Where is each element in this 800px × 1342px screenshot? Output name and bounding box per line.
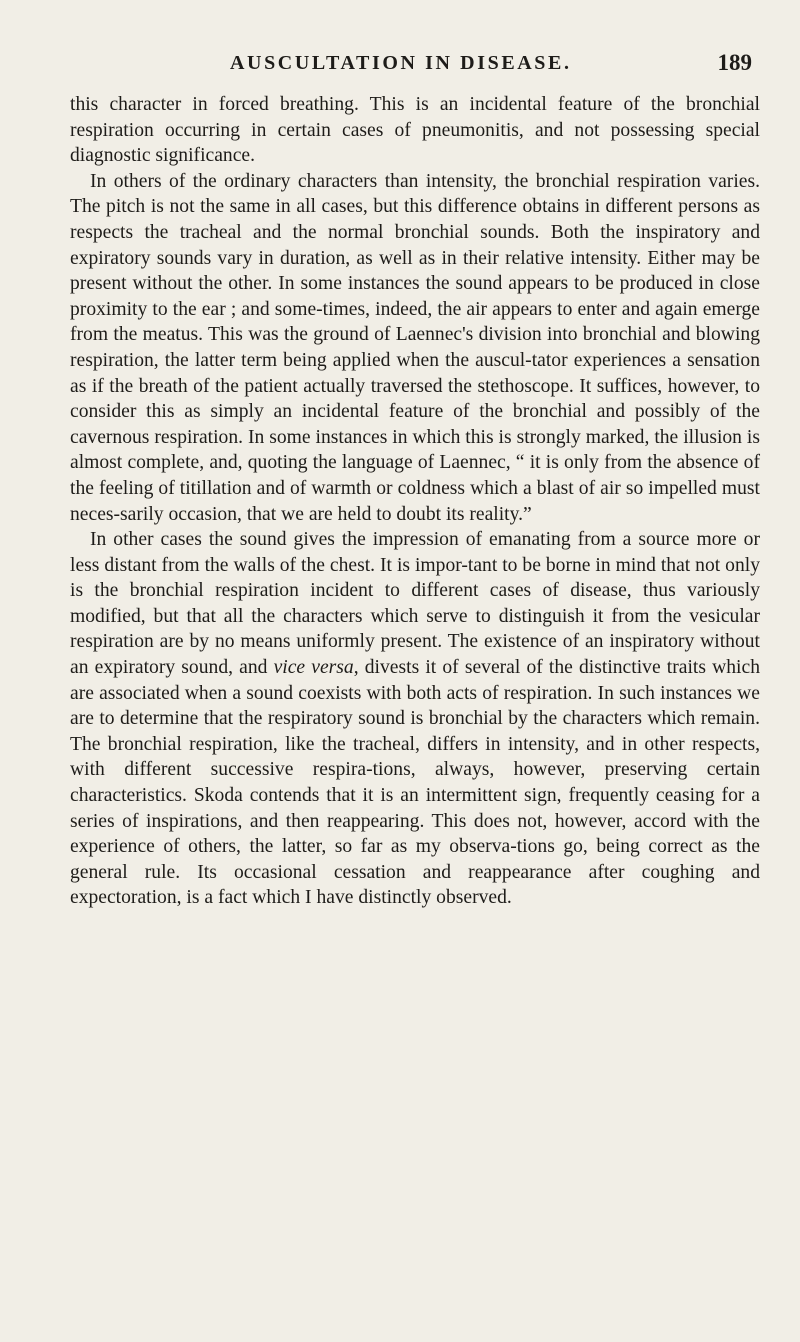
body-text xyxy=(70,92,760,911)
paragraph-text: , divests it of several of the distinctive traits which are associated when a sound coexists with both acts of respiration. In such instances we are to determine that the respiratory sound is bronchial by the characters which remain. The bronchial respiration, like the tracheal, differs in intensity, and in other respects, with different successive respira-tions, always, however, preserving certain characteristics. Skoda contends that it is an intermittent sign, frequently ceasing for a series of inspirations, and then reappearing. This does not, however, accord with the experience of others, the latter, so far as my observa-tions go, being correct as the general rule. Its occasional cessation and reappearance after coughing and expectoration, is a fact which I have distinctly observed. xyxy=(70,657,760,909)
paragraph-text: this character in forced breathing. This is an incidental feature of the bronchial respiration occurring in certain cases of pneumonitis, and not possessing special diagnostic significance. xyxy=(70,94,760,167)
paragraph-text: In other cases the sound gives the impression of emanating from a source more or less distant from the walls of the chest. It is impor-tant to be borne in mind that not only is the bronchial respiration incident to different cases of disease, thus variously modified, but that all the characters which serve to distinguish it from the vesicular respiration are by no means uniformly present. The existence of an inspiratory without an expiratory sound, and xyxy=(70,529,760,679)
paragraph-text: In others of the ordinary characters than intensity, the bronchial respiration varies. The pitch is not the same in all cases, but this difference obtains in different persons as respects the tracheal and the normal bronchial sounds. Both the inspiratory and expiratory sounds vary in duration, as well as in their relative intensity. Either may be present without the other. In some instances the sound appears to be produced in close proximity to the ear ; and some-times, indeed, the air appears to enter and again emerge from the meatus. This was the ground of Laennec's division into bronchial and blowing respiration, the latter term being applied when the auscul-tator experiences a sensation as if the breath of the patient actually traversed the stethoscope. It suffices, however, to consider this as simply an incidental feature of the bronchial and possibly of the cavernous respiration. In some instances in which this is strongly marked, the illusion is almost complete, and, quoting the language of Laennec, “ it is only from the absence of the feeling of titillation and of warmth or coldness which a blast of air so impelled must neces-sarily occasion, that we are held to doubt its reality.” xyxy=(70,170,760,525)
italic-phrase: vice versa xyxy=(273,657,354,679)
page-number: 189 xyxy=(717,50,752,75)
running-head xyxy=(70,44,760,84)
paragraph-2 xyxy=(70,169,760,527)
running-head-title: AUSCULTATION IN DISEASE. xyxy=(230,52,572,74)
paragraph-1 xyxy=(70,92,760,169)
paragraph-3 xyxy=(70,527,760,911)
